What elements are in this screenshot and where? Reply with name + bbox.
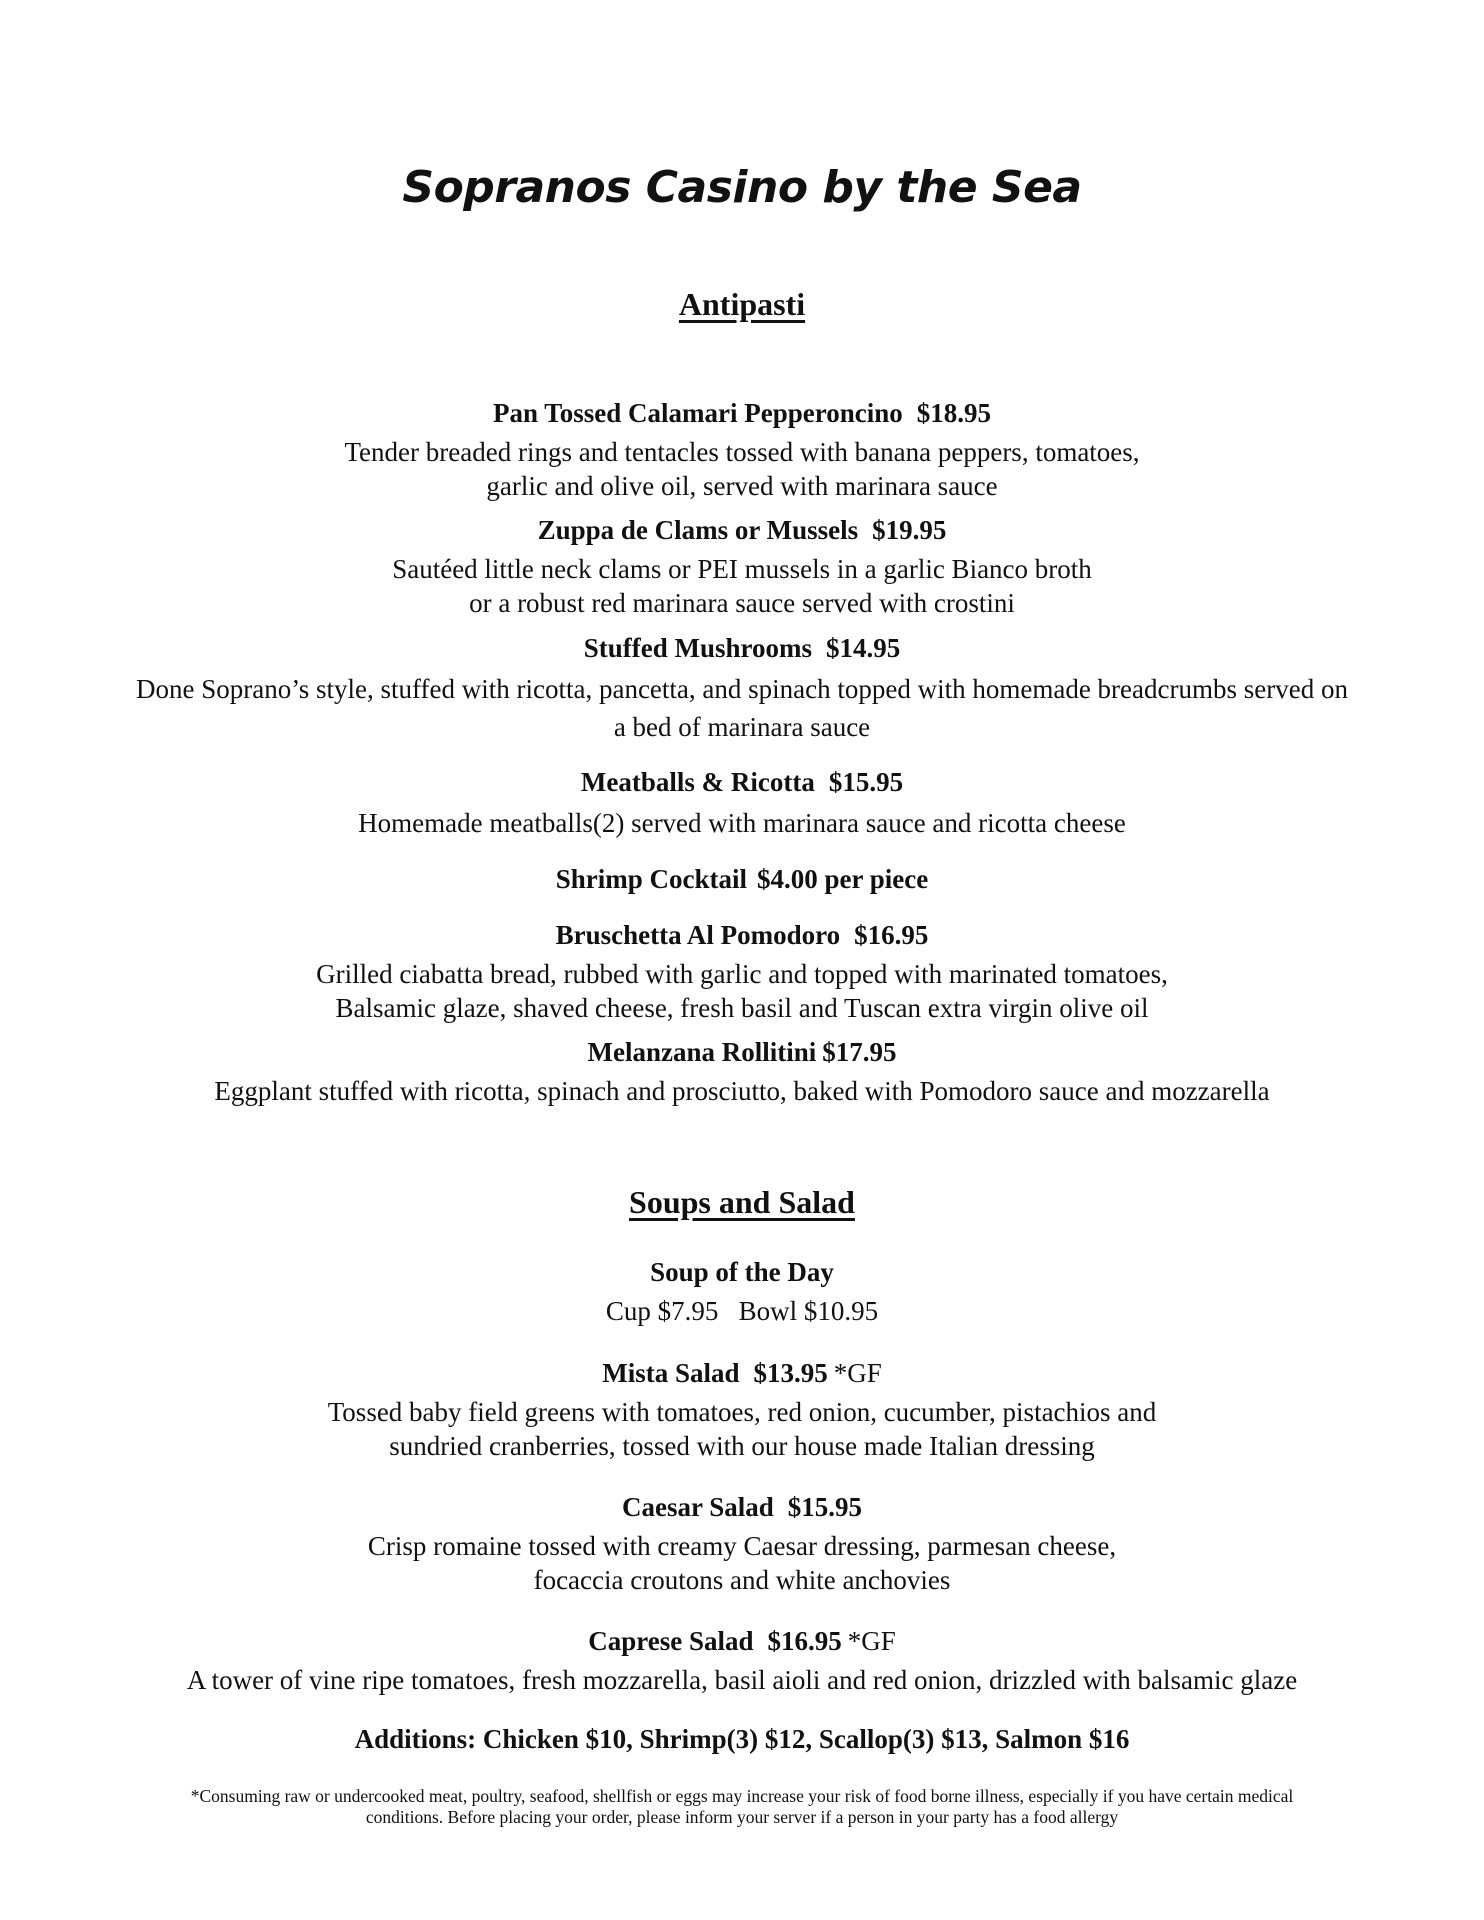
- menu-item-soup-of-the-day: [60, 1255, 1424, 1328]
- item-price: $15.95: [828, 767, 904, 797]
- item-name: Caesar Salad: [621, 1492, 774, 1522]
- additions-line: Additions: Chicken $10, Shrimp(3) $12, Scallop(3) $13, Salmon $16: [354, 1724, 1130, 1754]
- gluten-free-note: *GF: [833, 1358, 882, 1388]
- menu-item-meatballs: [60, 765, 1424, 842]
- item-description-line: Done Soprano’s style, stuffed with ricotta, pancetta, and spinach topped with homemade breadcrumbs served on: [136, 674, 1348, 704]
- menu-item-caesar-salad: [60, 1490, 1424, 1597]
- item-name: Soup of the Day: [650, 1257, 834, 1287]
- item-description-line: focaccia croutons and white anchovies: [533, 1565, 951, 1595]
- footnote-line: *Consuming raw or undercooked meat, poultry, seafood, shellfish or eggs may increase your risk of food borne illness, especially if you have certain medical: [190, 1786, 1294, 1806]
- item-price: $14.95: [826, 633, 901, 663]
- gluten-free-note: *GF: [847, 1626, 896, 1656]
- item-description-line: or a robust red marinara sauce served with crostini: [469, 588, 1015, 618]
- item-price: $16.95: [767, 1626, 842, 1656]
- menu-item-stuffed-mushrooms: [20, 631, 1464, 746]
- section-heading-soups-and-salad: Soups and Salad: [629, 1184, 855, 1220]
- item-price: $15.95: [787, 1492, 863, 1522]
- item-name: Melanzana Rollitini: [587, 1037, 817, 1067]
- item-description-line: Grilled ciabatta bread, rubbed with garlic and topped with marinated tomatoes,: [316, 959, 1168, 989]
- item-description-line: Crisp romaine tossed with creamy Caesar dressing, parmesan cheese,: [367, 1531, 1117, 1561]
- item-name: Meatballs & Ricotta: [580, 767, 815, 797]
- menu-item-caprese-salad: [60, 1624, 1424, 1697]
- item-price: $18.95: [916, 398, 992, 428]
- item-description-line: Cup $7.95 Bowl $10.95: [605, 1296, 879, 1326]
- menu-item-zuppa: [60, 513, 1424, 620]
- item-name: Pan Tossed Calamari Pepperoncino: [492, 398, 903, 428]
- menu-item-melanzana: [60, 1035, 1424, 1108]
- item-name: Bruschetta Al Pomodoro: [555, 920, 841, 950]
- item-description-line: Balsamic glaze, shaved cheese, fresh basil and Tuscan extra virgin olive oil: [335, 993, 1149, 1023]
- section-heading-antipasti: Antipasti: [678, 286, 806, 322]
- item-description-line: Eggplant stuffed with ricotta, spinach and prosciutto, baked with Pomodoro sauce and mozzarella: [214, 1076, 1270, 1106]
- item-description-line: Homemade meatballs(2) served with marinara sauce and ricotta cheese: [358, 808, 1126, 838]
- item-description-line: Tossed baby field greens with tomatoes, red onion, cucumber, pistachios and: [327, 1397, 1157, 1427]
- item-description-line: sundried cranberries, tossed with our house made Italian dressing: [389, 1431, 1095, 1461]
- item-price: $17.95: [822, 1037, 897, 1067]
- item-name: Caprese Salad: [588, 1626, 754, 1656]
- menu-item-shrimp-cocktail: [60, 862, 1424, 901]
- item-name: Stuffed Mushrooms: [583, 633, 813, 663]
- item-description-line: garlic and olive oil, served with marinara sauce: [486, 471, 998, 501]
- item-price: $19.95: [872, 515, 947, 545]
- item-description-line: Tender breaded rings and tentacles tossed with banana peppers, tomatoes,: [344, 437, 1140, 467]
- item-name: Zuppa de Clams or Mussels: [537, 515, 859, 545]
- menu-item-mista-salad: [60, 1356, 1424, 1463]
- item-price: $13.95: [753, 1358, 828, 1388]
- item-description-line: a bed of marinara sauce: [613, 712, 871, 742]
- item-description-line: Sautéed little neck clams or PEI mussels in a garlic Bianco broth: [392, 554, 1092, 584]
- menu-item-calamari: [60, 396, 1424, 503]
- food-safety-footnote: [90, 1786, 1394, 1828]
- item-price: $16.95: [854, 920, 929, 950]
- item-name: Shrimp Cocktail: [555, 864, 748, 894]
- footnote-line: conditions. Before placing your order, please inform your server if a person in your party has a food allergy: [365, 1807, 1119, 1827]
- item-name: Mista Salad: [602, 1358, 740, 1388]
- restaurant-title: Sopranos Casino by the Sea: [402, 162, 1082, 213]
- item-price: $4.00 per piece: [757, 864, 929, 894]
- item-description-line: A tower of vine ripe tomatoes, fresh mozzarella, basil aioli and red onion, drizzled with balsamic glaze: [186, 1665, 1298, 1695]
- menu-item-bruschetta: [60, 918, 1424, 1025]
